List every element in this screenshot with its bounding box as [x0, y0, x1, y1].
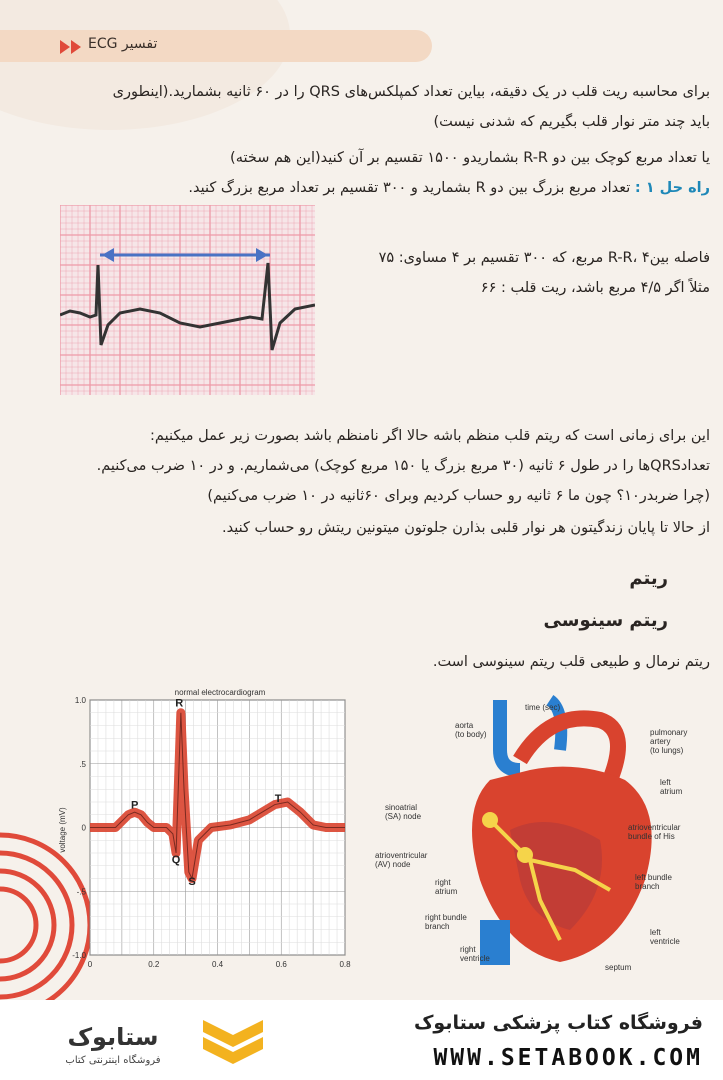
heart-label: bundle of His — [628, 832, 675, 841]
heart-label: atrium — [435, 887, 458, 896]
paragraph-line: این برای زمانی است که ریتم قلب منظم باشه حالا اگر نامنظم باشد بصورت زیر عمل میکنیم: — [150, 428, 710, 444]
paragraph-line: از حالا تا پایان زندگیتون هر نوار قلبی بذارن جلوتون میتونین ریتش رو حساب کنید. — [221, 520, 710, 536]
heart-label: ventricle — [650, 937, 680, 946]
x-tick-label: 0.4 — [211, 960, 224, 969]
normal-ecg-chart — [55, 685, 355, 975]
paragraph-line: ریتم نرمال و طبیعی قلب ریتم سینوسی است. — [432, 654, 710, 670]
heart-label: branch — [425, 922, 450, 931]
chapter-title: تفسیر ECG — [88, 36, 158, 52]
paragraph-line: (چرا ضربدر۱۰؟ چون ما ۶ ثانیه رو حساب کردیم وبرای ۶۰ثانیه در ۱۰ ضرب می‌کنیم) — [207, 488, 710, 504]
paragraph-line: برای محاسبه ریت قلب در یک دقیقه، بیاین تعداد کمپلکس‌های QRS را در ۶۰ ثانیه بشمارید.(اینطوری — [112, 84, 710, 100]
logo-text: ستابوک — [67, 1023, 159, 1051]
heart-label: (AV) node — [375, 860, 411, 869]
av-node-icon — [517, 847, 533, 863]
paragraph-line: یا تعداد مربع کوچک بین دو R-R بشماریدو ۱۵۰۰ تقسیم بر آن کنید(این هم سخته) — [230, 150, 710, 166]
chart-ylabel: voltage (mV) — [58, 807, 67, 853]
section-heading: ریتم — [629, 568, 668, 589]
logo-subtext: فروشگاه اینترنتی کتاب — [65, 1055, 161, 1066]
heart-label: (to body) — [455, 730, 487, 739]
y-tick-label: -1.0 — [72, 951, 86, 960]
y-tick-label: .5 — [79, 759, 86, 769]
heart-label: right — [460, 945, 476, 954]
example-line: فاصله بینR-R، ۴ مربع، که ۳۰۰ تقسیم بر ۴ مساوی: ۷۵ — [378, 250, 710, 266]
double-arrow-icon — [60, 40, 84, 54]
wave-label: Q — [171, 854, 181, 867]
ecg-strip-image — [60, 205, 315, 395]
wave-label: R — [175, 697, 184, 710]
x-tick-label: 0.2 — [148, 960, 160, 969]
y-tick-label: 0 — [81, 823, 86, 833]
subsection-heading: ریتم سینوسی — [543, 610, 668, 631]
heart-label: septum — [605, 963, 632, 972]
heart-label: pulmonary — [650, 728, 688, 737]
x-tick-label: 0 — [87, 960, 93, 969]
solution-text: تعداد مربع بزرگ بین دو R بشمارید و ۳۰۰ تقسیم بر تعداد مربع بزرگ کنید. — [188, 180, 631, 196]
store-name: فروشگاه کتاب پزشکی ستابوک — [413, 1012, 703, 1034]
heart-label: time (sec) — [525, 703, 561, 712]
solution-label: راه حل ۱ : — [634, 180, 710, 196]
y-tick-label: -.5 — [76, 887, 86, 897]
heart-label: ventricle — [460, 954, 490, 963]
solution-line — [60, 176, 710, 200]
heart-label: sinoatrial — [385, 803, 418, 812]
wave-label: P — [130, 799, 139, 812]
heart-label: artery — [650, 737, 671, 746]
chart-title: normal electrocardiogram — [174, 688, 266, 697]
setabook-logo-icon — [28, 1015, 278, 1070]
paragraph-line: تعدادQRSها را در طول ۶ ثانیه (۳۰ مربع بزرگ یا ۱۵۰ مربع کوچک) می‌شماریم. و در ۱۰ ضرب می‌کنیم. — [96, 458, 710, 474]
heart-label: left — [660, 778, 671, 787]
x-tick-label: 0.8 — [339, 960, 351, 969]
wave-label: T — [274, 793, 282, 805]
example-line: مثلاً اگر ۴/۵ مربع باشد، ریت قلب : ۶۶ — [480, 280, 710, 296]
heart-label: right bundle — [425, 913, 467, 922]
heart-label: left — [650, 928, 661, 937]
heart-label: aorta — [455, 721, 474, 730]
heart-label: atrioventricular — [375, 851, 428, 860]
x-tick-label: 0.6 — [275, 960, 287, 969]
heart-label: atrium — [660, 787, 683, 796]
y-tick-label: 1.0 — [74, 696, 86, 705]
store-url[interactable]: WWW.SETABOOK.COM — [433, 1045, 703, 1071]
heart-label: (to lungs) — [650, 746, 684, 755]
wave-label: S — [188, 875, 196, 888]
heart-label: right — [435, 878, 451, 887]
heart-conduction-diagram — [360, 690, 700, 980]
heart-label: left bundle — [635, 873, 672, 882]
heart-label: atrioventricular — [628, 823, 681, 832]
heart-label: (SA) node — [385, 812, 422, 821]
heart-label: branch — [635, 882, 660, 891]
paragraph-line: باید چند متر نوار قلب بگیریم که شدنی نیست) — [433, 114, 710, 130]
sa-node-icon — [482, 812, 498, 828]
